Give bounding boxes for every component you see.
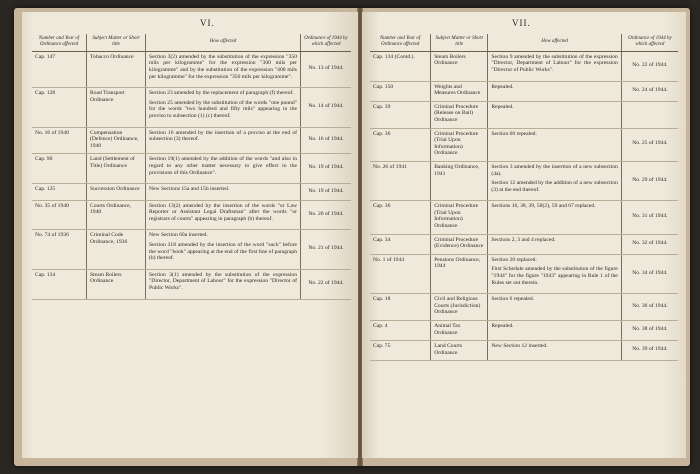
header-by: Ordinance of 1944 by which affected [621, 34, 678, 51]
table-row [370, 341, 678, 361]
subject-cell: Criminal Procedure (Evidence) Ordinance [431, 234, 488, 254]
ordinance-number-cell: Cap. 34 [370, 234, 431, 254]
how-affected-cell [488, 101, 621, 128]
table-row [32, 200, 351, 230]
subject-cell: Land Courts Ordinance [431, 341, 488, 361]
ordinance-number-cell: No. 16 of 1940 [32, 127, 87, 154]
ordinance-number-cell: Cap. 75 [370, 341, 431, 361]
ordinance-number-cell: Cap. 18 [370, 294, 431, 321]
amending-ordinance-cell: No. 39 of 1944. [621, 341, 678, 361]
ordinance-number-cell: Cap. 36 [370, 128, 431, 161]
ordinance-number-cell: Cap. 36 [370, 201, 431, 234]
table-row [32, 184, 351, 201]
how-affected-cell [146, 127, 301, 154]
table-row [370, 321, 678, 341]
table-row [32, 127, 351, 154]
amending-ordinance-cell [621, 101, 678, 128]
header-how: How affected [488, 34, 621, 51]
amendment-text: New Sections 15a and 15b inserted. [149, 186, 230, 193]
how-affected-cell [488, 201, 621, 234]
ordinance-number-cell: Cap. 39 [370, 101, 431, 128]
table-row [370, 161, 678, 200]
how-affected-cell [146, 184, 301, 201]
table-row [370, 201, 678, 234]
amendment-text: Section 6 repealed. [491, 296, 535, 303]
subject-cell: Pensions Ordinance, 1944 [431, 254, 488, 293]
page-number: VI. [200, 18, 215, 28]
ordinance-number-cell: Cap. 134 (Contd.). [370, 51, 431, 81]
page-number: VII. [512, 18, 531, 28]
table-row [370, 101, 678, 128]
how-affected-cell [488, 234, 621, 254]
how-affected-cell [146, 51, 301, 87]
table-row [32, 88, 351, 127]
subject-cell: Banking Ordinance, 1941 [431, 161, 488, 200]
amending-ordinance-cell: No. 31 of 1944. [621, 201, 678, 234]
subject-cell: Road Transport Ordinance [87, 88, 146, 127]
table-row [32, 230, 351, 269]
ordinance-number-cell: Cap. 150 [370, 81, 431, 101]
how-affected-cell [146, 154, 301, 184]
amending-ordinance-cell: No. 29 of 1944. [621, 161, 678, 200]
amendment-text: Repealed. [491, 103, 514, 110]
how-affected-cell [146, 88, 301, 127]
ordinance-number-cell: No. 26 of 1941 [370, 161, 431, 200]
subject-cell: Compensation (Defence) Ordinance, 1940 [87, 127, 146, 154]
ordinance-number-cell: No. 74 of 1936 [32, 230, 87, 269]
subject-cell: Criminal Procedure (Release on Bail) Ordinance [431, 101, 488, 128]
amendment-text: Section 13(2) amended by the insertion of the words "or Law Reporter or Assistant Legal Draftsman" after the words "or registrars of courts" appearing in paragraph (b) thereof. [149, 202, 297, 222]
header-how: How affected [146, 34, 301, 51]
amending-ordinance-cell: No. 16 of 1944. [301, 127, 352, 154]
subject-cell: Steam Boilers Ordinance [431, 51, 488, 81]
subject-cell: Steam Boilers Ordinance [87, 269, 146, 299]
amendment-text: Section 19(1) amended by the addition of the words "and also in regard to any other matter necessary to give effect to the provisions of this Ordinance". [149, 156, 297, 176]
ordinance-number-cell: No. 1 of 1944 [370, 254, 431, 293]
how-affected-cell [488, 294, 621, 321]
amending-ordinance-cell: No. 19 of 1944. [301, 154, 352, 184]
amendment-text: Repealed. [491, 323, 514, 329]
ordinance-number-cell: No. 35 of 1940 [32, 200, 87, 230]
how-affected-cell [146, 230, 301, 269]
amendment-text: Section 9 amended by the substitution of the expression "Director, Department of Labour" for the expression "Director of Public Works". [491, 53, 618, 73]
amendment-text: Sections 2, 3 and 4 replaced. [491, 236, 556, 243]
how-affected-cell [488, 341, 621, 361]
amending-ordinance-cell: No. 38 of 1944. [621, 321, 678, 341]
table-row [370, 128, 678, 161]
amendment-text: First Schedule amended by the substitution of the figure "1944" for the figure "1943" appearing in Rule 1 of the Rules set out therein. [491, 266, 618, 286]
subject-cell: Criminal Procedure (Trial Upon Information) Ordinance [431, 201, 488, 234]
table-row [370, 294, 678, 321]
amendment-text: Repealed. [491, 83, 514, 90]
amending-ordinance-cell: No. 22 of 1944. [621, 51, 678, 81]
ordinance-number-cell: Cap. 147 [32, 51, 87, 87]
amending-ordinance-cell: No. 25 of 1944. [621, 128, 678, 161]
subject-cell: Weights and Measures Ordinance [431, 81, 488, 101]
open-book [14, 8, 690, 466]
amendment-text: Section 23 amended by the replacement of paragraph (f) thereof. [149, 90, 294, 97]
subject-cell: Tobacco Ordinance [87, 51, 146, 87]
amendment-text: Section 20 replaced. [491, 256, 537, 263]
ordinance-number-cell: Cap. 128 [32, 88, 87, 127]
amending-ordinance-cell: No. 24 of 1944. [621, 81, 678, 101]
header-number: Number and Year of Ordinance affected [32, 34, 87, 51]
table-header-row [32, 34, 351, 51]
subject-cell: Succession Ordinance [87, 184, 146, 201]
amending-ordinance-cell: No. 20 of 1944. [301, 200, 352, 230]
header-subject: Subject Matter or Short title [87, 34, 146, 51]
how-affected-cell [488, 161, 621, 200]
amendments-table [370, 34, 678, 361]
amendments-table [32, 34, 351, 300]
amending-ordinance-cell: No. 14 of 1944. [301, 88, 352, 127]
header-number: Number and Year of Ordinance affected [370, 34, 431, 51]
table-row [32, 154, 351, 184]
subject-cell: Civil and Religious Courts (Jurisdiction) Ordinance [431, 294, 488, 321]
header-by: Ordinance of 1944 by which affected [301, 34, 352, 51]
amendment-text: Sections 16, 38, 39, 50(2), 59 and 67 replaced. [491, 203, 596, 210]
ordinance-number-cell: Cap. 134 [32, 269, 87, 299]
left-page [22, 12, 358, 458]
amendment-text: Section 3(2) amended by the substitution of the expression "350 mils per kilogramme" for the expression "300 mils per kilogramme" and by the substitution of the expression "400 mils per kilogramme" for the expression "350 mils per kilogramme". [149, 53, 297, 80]
right-page [362, 12, 686, 458]
amending-ordinance-cell: No. 13 of 1944. [301, 51, 352, 87]
how-affected-cell [488, 128, 621, 161]
amending-ordinance-cell: No. 34 of 1944. [621, 254, 678, 293]
how-affected-cell [488, 254, 621, 293]
subject-cell: Courts Ordinance, 1940 [87, 200, 146, 230]
amending-ordinance-cell: No. 19 of 1944. [301, 184, 352, 201]
how-affected-cell [146, 269, 301, 299]
ordinance-number-cell: Cap. 90 [32, 154, 87, 184]
subject-cell: Criminal Procedure (Trial Upon Information) Ordinance [431, 128, 488, 161]
ordinance-number-cell: Cap. 125 [32, 184, 87, 201]
header-subject: Subject Matter or Short title [431, 34, 488, 51]
table-row [370, 254, 678, 293]
amendment-text: Section 25 amended by the substitution of the words "one pound" for the words "two hundred and fifty mils" appearing in the proviso to subsection (1) (c) thereof. [149, 99, 297, 119]
table-row [32, 51, 351, 87]
ordinance-number-cell: Cap. 4 [370, 321, 431, 341]
subject-cell: Land (Settlement of Title) Ordinance [87, 154, 146, 184]
table-row [370, 234, 678, 254]
how-affected-cell [488, 321, 621, 341]
amendment-text: New Section 60a inserted. [149, 232, 208, 239]
table-row [370, 81, 678, 101]
table-row [370, 51, 678, 81]
subject-cell: Criminal Code Ordinance, 1936 [87, 230, 146, 269]
amending-ordinance-cell: No. 22 of 1944. [301, 269, 352, 299]
amendment-text: Section 16 amended by the insertion of a proviso at the end of subsection (3) thereof. [149, 129, 297, 143]
subject-cell: Animal Tax Ordinance [431, 321, 488, 341]
amending-ordinance-cell: No. 36 of 1944. [621, 294, 678, 321]
how-affected-cell [146, 200, 301, 230]
how-affected-cell [488, 81, 621, 101]
amendment-text: Section 3(1) amended by the substitution of the expression "Director, Department of Labour" for the expression "Director of Public Works". [149, 271, 297, 292]
amendment-text: Section 12 amended by the addition of a new subsection (3) at the end thereof. [491, 180, 618, 193]
table-header-row [370, 34, 678, 51]
amendment-text: Section 3 amended by the insertion of a new subsection (4a). [491, 163, 618, 177]
amending-ordinance-cell: No. 32 of 1944. [621, 234, 678, 254]
amendment-text: New Section 12 inserted. [491, 343, 548, 350]
how-affected-cell [488, 51, 621, 81]
amendment-text: Section 318 amended by the insertion of the word "such" before the word "book" appearing at the end of the first line of paragraph (b) thereof. [149, 242, 297, 262]
table-row [32, 269, 351, 299]
amendment-text: Section 60 repealed. [491, 130, 537, 137]
amending-ordinance-cell: No. 21 of 1944. [301, 230, 352, 269]
